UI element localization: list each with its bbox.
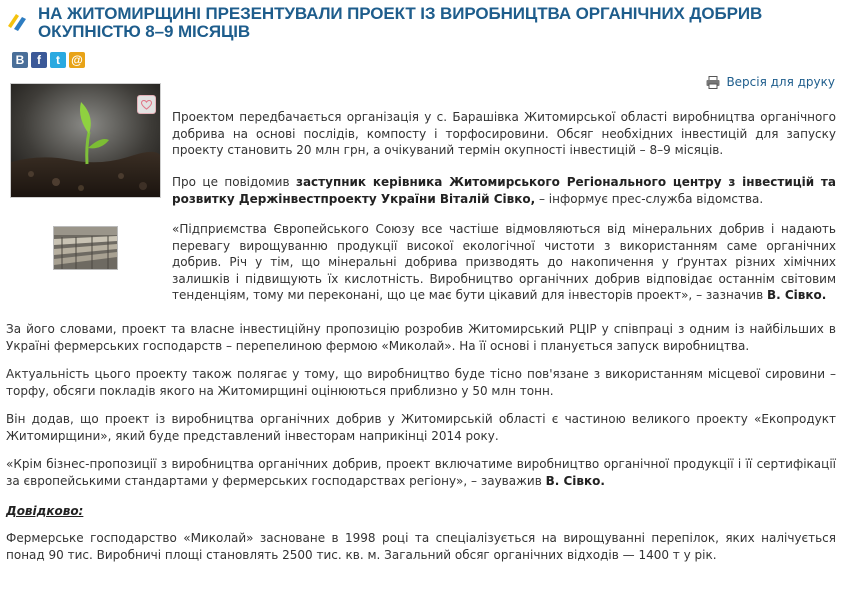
heart-icon [141,100,152,110]
main-photo [10,83,161,198]
quote-2-author: В. Сівко. [545,473,605,488]
vk-share-button[interactable]: B [12,52,28,68]
paragraph-2-intro: Про це повідомив [172,175,296,189]
article-title: НА ЖИТОМИРЩИНІ ПРЕЗЕНТУВАЛИ ПРОЕКТ ІЗ ВИРОБНИЦТВА ОРГАНІЧНИХ ДОБРИВ ОКУПНІСТЮ 8–9 МІСЯЦІВ [38,4,763,41]
farm-photo [54,227,117,269]
printer-icon [706,76,720,89]
article-paragraph-5: Актуальність цього проекту також полягає у тому, що виробництво буде тісно пов'язане з використанням місцевої сировини – торфу, обсяги покладів якого на Житомирщині оцінюються приблизно у 50 млн тонн. [6,367,836,398]
source-official-name: заступник керівника Житомирського Регіонального центру з інвестицій та розвитку Держінвестпроекту України Віталій Сівко, [172,175,836,206]
print-version-link[interactable] [706,75,835,89]
article-quote-2 [6,456,836,489]
reference-heading [6,503,836,520]
share-buttons [12,52,85,68]
facebook-share-button[interactable]: f [31,52,47,68]
article-paragraph-4: За його словами, проект та власне інвестиційну пропозицію розробив Житомирський РЦІР у співпраці з одним із найбільших в Україні фермерських господарств – перепелиною фермою «Миколай». На її основі і планується запуск виробництва. [6,322,836,353]
twitter-share-button[interactable]: t [50,52,66,68]
favorite-button[interactable] [137,95,156,114]
farm-photo-thumbnail[interactable] [53,226,118,270]
email-share-button[interactable]: @ [69,52,85,68]
paragraph-2-ending: – інформує прес-служба відомства. [535,191,764,206]
article-paragraph-6: Він додав, що проект із виробництва органічних добрив у Житомирській області є частиною великого проекту «Екопродукт Житомирщини», який буде представлений інвесторам наприкінці 2014 року. [6,412,836,443]
article-paragraph-2 [172,174,836,207]
print-version-label: Версія для друку [726,75,835,89]
article-paragraph-8: Фермерське господарство «Миколай» засноване в 1998 році та спеціалізується на вирощуванні перепілок, яких налічується понад 90 тис. Виробничі площі становлять 2500 тис. кв. м. Загальний обсяг органічних відходів — 1400 т у рік. [6,531,836,562]
quote-2-text: «Крім бізнес-пропозиції з виробництва органічних добрив, проект включатиме виробництво органічної продукції і її сертифікації за європейськими стандартами у фермерських господарствах регіону», – зауважив [6,457,836,488]
article-paragraph-1: Проектом передбачається організація у с. Барашівка Житомирської області виробництва органічного добрива на основі послідів, компосту і торфосировини. Обсяг необхідних інвестицій для запуску проекту становить 20 млн грн, а очікуваний термін окупності інвестицій – 8–9 місяців. [172,110,836,157]
article-quote-1 [172,221,836,304]
quote-1-author: В. Сівко. [766,288,827,302]
quote-1-text: «Підприємства Європейського Союзу все частіше відмовляються від мінеральних добрив і надають перевагу вирощуванню продукції високої екологічної чистоти з використанням саме органічних добрив. Річ у тім, що мінеральні добрива призводять до накопичення у ґрунтах різних хімічних залишків і підвищують їх кислотність. Виробництво органічних добрив відповідає останнім світовим тенденціям, тому ми переконані, що це має бути цікавий для інвесторів проект», – зазначив [172,222,836,302]
site-logo-icon[interactable] [6,10,28,32]
reference-heading-text: Довідково: [6,504,84,518]
